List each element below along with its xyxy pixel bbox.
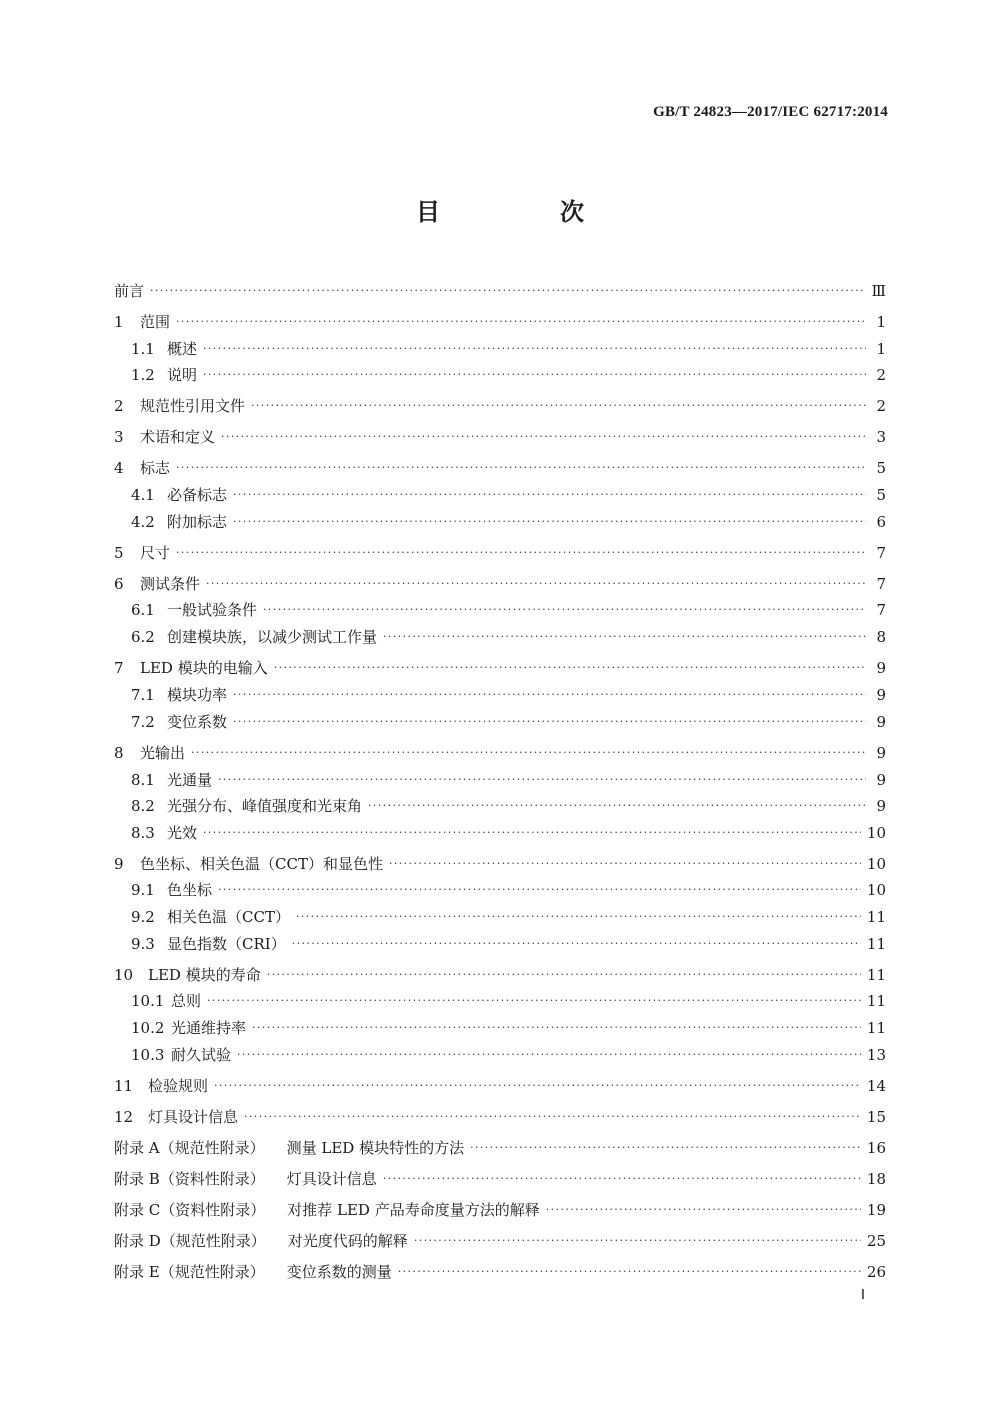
dot-leader <box>296 907 861 927</box>
toc-entry[interactable] <box>131 623 886 647</box>
dot-leader <box>207 991 861 1011</box>
toc-entry-page: 1 <box>876 313 886 331</box>
toc-entry[interactable] <box>114 539 886 563</box>
toc-entry-label: 显色指数（CRI） <box>167 935 286 953</box>
toc-entry-number: 10.3 <box>131 1046 165 1064</box>
toc-entry-page: 11 <box>866 1019 886 1037</box>
toc-entry[interactable] <box>131 508 886 532</box>
toc-entry-label: 对光度代码的解释 <box>287 1232 408 1250</box>
toc-entry-number: 9.1 <box>131 881 155 899</box>
toc-entry-number: 4 <box>114 459 124 477</box>
toc-entry[interactable] <box>114 1196 886 1220</box>
toc-entry[interactable] <box>131 596 886 620</box>
page-title: 目 次 <box>416 198 632 226</box>
toc-entry-page: 25 <box>866 1232 886 1250</box>
toc-entry-label: 附加标志 <box>167 513 228 531</box>
toc-entry-label: 相关色温（CCT） <box>167 908 290 926</box>
dot-leader <box>368 796 866 816</box>
toc-entry-page: 11 <box>866 935 886 953</box>
toc-entry-number: 附录 B（资料性附录） <box>114 1170 265 1188</box>
toc-entry-number: 1.1 <box>131 340 155 358</box>
toc-entry-page: 6 <box>876 513 886 531</box>
dot-leader <box>206 574 866 594</box>
toc-entry-number: 8.3 <box>131 824 155 842</box>
toc-entry-label: 测试条件 <box>140 575 201 593</box>
toc-entry-number: 8.2 <box>131 797 155 815</box>
dot-leader <box>203 339 866 359</box>
toc-entry-number: 1.2 <box>131 366 155 384</box>
toc-entry[interactable] <box>114 308 886 332</box>
dot-leader <box>150 281 866 301</box>
dot-leader <box>414 1231 861 1251</box>
toc-entry[interactable] <box>114 392 886 416</box>
toc-entry-label: 耐久试验 <box>171 1046 232 1064</box>
toc-entry-label: 光通维持率 <box>171 1019 247 1037</box>
dot-leader <box>274 658 866 678</box>
toc-entry-label: 检验规则 <box>148 1077 209 1095</box>
toc-entry[interactable] <box>131 819 886 843</box>
standard-code: GB/T 24823—2017/IEC 62717:2014 <box>653 104 888 120</box>
toc-entry-page: 9 <box>876 713 886 731</box>
dot-leader <box>244 1107 861 1127</box>
toc-entry-page: 7 <box>876 575 886 593</box>
toc-entry-number: 7 <box>114 659 124 677</box>
toc-entry-page: 19 <box>866 1201 886 1219</box>
dot-leader <box>218 770 866 790</box>
toc-entry[interactable] <box>114 654 886 678</box>
toc-entry-number: 9 <box>114 855 124 873</box>
dot-leader <box>398 1262 861 1282</box>
toc-entry-number: 10.2 <box>131 1019 165 1037</box>
toc-entry-page: 7 <box>876 544 886 562</box>
toc-entry[interactable] <box>114 1134 886 1158</box>
toc-entry[interactable] <box>114 454 886 478</box>
toc-entry-number: 8.1 <box>131 771 155 789</box>
toc-entry-label: 一般试验条件 <box>167 601 258 619</box>
toc-entry-number: 12 <box>114 1108 134 1126</box>
dot-leader <box>263 600 866 620</box>
toc-entry-number: 4.2 <box>131 513 155 531</box>
toc-entry-page: 9 <box>876 797 886 815</box>
toc-entry-page: 26 <box>866 1263 886 1281</box>
toc-entry[interactable] <box>114 961 886 985</box>
toc-entry-number: 8 <box>114 744 124 762</box>
toc-entry-number: 10.1 <box>131 992 165 1010</box>
toc-entry-label: 说明 <box>167 366 198 384</box>
dot-leader <box>218 880 861 900</box>
toc-entry-label: 色坐标 <box>167 881 213 899</box>
dot-leader <box>237 1045 861 1065</box>
dot-leader <box>176 312 866 332</box>
toc-entry-label: 总则 <box>171 992 202 1010</box>
toc-entry-number: 6.1 <box>131 601 155 619</box>
toc-entry-page: 11 <box>866 908 886 926</box>
toc-entry-page: 5 <box>876 486 886 504</box>
dot-leader <box>191 743 866 763</box>
dot-leader <box>252 1018 861 1038</box>
toc-entry-label: 规范性引用文件 <box>140 397 246 415</box>
toc-entry-number: 10 <box>114 966 134 984</box>
toc-entry-label: 测量 LED 模块特性的方法 <box>286 1139 465 1157</box>
toc-entry-label: LED 模块的电输入 <box>140 659 268 677</box>
dot-leader <box>383 1169 861 1189</box>
toc-entry[interactable] <box>114 1103 886 1127</box>
toc-entry-label: 前言 <box>114 282 145 300</box>
toc-entry-number: 附录 A（规范性附录） <box>114 1139 265 1157</box>
toc-entry[interactable] <box>114 277 886 301</box>
toc-entry-page: 1 <box>876 340 886 358</box>
dot-leader <box>233 512 866 532</box>
dot-leader <box>292 934 861 954</box>
toc-entry-page: Ⅲ <box>871 282 886 300</box>
toc-entry-number: 2 <box>114 397 124 415</box>
toc-entry-number: 4.1 <box>131 486 155 504</box>
toc-entry[interactable] <box>114 570 886 594</box>
toc-entry-page: 9 <box>876 659 886 677</box>
dot-leader <box>233 712 866 732</box>
dot-leader <box>233 485 866 505</box>
toc-entry-page: 13 <box>866 1046 886 1064</box>
toc-entry-page: 9 <box>876 771 886 789</box>
toc-entry-number: 11 <box>114 1077 134 1095</box>
toc-entry[interactable] <box>114 1072 886 1096</box>
dot-leader <box>251 396 866 416</box>
toc-entry-label: 光通量 <box>167 771 213 789</box>
dot-leader <box>176 458 866 478</box>
page-number: Ⅰ <box>860 1288 865 1303</box>
toc-entry[interactable] <box>131 681 886 705</box>
toc-entry-label: 变位系数 <box>167 713 228 731</box>
toc-entry-label: 变位系数的测量 <box>286 1263 392 1281</box>
toc-entry[interactable] <box>131 335 886 359</box>
toc-entry-page: 7 <box>876 601 886 619</box>
toc-entry-label: 光输出 <box>140 744 186 762</box>
toc-entry-label: 灯具设计信息 <box>148 1108 239 1126</box>
toc-entry-page: 3 <box>876 428 886 446</box>
dot-leader <box>176 543 866 563</box>
dot-leader <box>214 1076 861 1096</box>
toc-entry-label: 灯具设计信息 <box>286 1170 377 1188</box>
toc-entry[interactable] <box>131 1041 886 1065</box>
toc-entry-label: 光强分布、峰值强度和光束角 <box>167 797 363 815</box>
toc-entry-number: 5 <box>114 544 124 562</box>
toc-entry-label: 色坐标、相关色温（CCT）和显色性 <box>140 855 383 873</box>
toc-entry[interactable] <box>114 1227 886 1251</box>
toc-entry-number: 6 <box>114 575 124 593</box>
toc-entry[interactable] <box>131 1014 886 1038</box>
toc-entry-page: 5 <box>876 459 886 477</box>
toc-entry[interactable] <box>131 987 886 1011</box>
toc-entry-page: 9 <box>876 744 886 762</box>
toc-entry-number: 7.2 <box>131 713 155 731</box>
dot-leader <box>383 627 866 647</box>
toc-entry-label: 创建模块族，以减少测试工作量 <box>167 628 378 646</box>
toc-entry-label: LED 模块的寿命 <box>148 966 261 984</box>
dot-leader <box>203 365 866 385</box>
toc-entry-number: 附录 E（规范性附录） <box>114 1263 265 1281</box>
dot-leader <box>203 823 861 843</box>
dot-leader <box>470 1138 861 1158</box>
toc-entry-number: 1 <box>114 313 124 331</box>
toc-entry-number: 9.3 <box>131 935 155 953</box>
toc-entry-page: 2 <box>876 397 886 415</box>
toc-entry-page: 11 <box>866 992 886 1010</box>
toc-entry-page: 16 <box>866 1139 886 1157</box>
toc-entry[interactable] <box>131 903 886 927</box>
dot-leader <box>389 854 861 874</box>
toc-entry-label: 术语和定义 <box>140 428 216 446</box>
toc-entry-label: 概述 <box>167 340 198 358</box>
toc-entry-number: 7.1 <box>131 686 155 704</box>
toc-entry[interactable] <box>114 1258 886 1282</box>
dot-leader <box>233 685 866 705</box>
toc-entry[interactable] <box>114 1165 886 1189</box>
toc-entry-label: 光效 <box>167 824 198 842</box>
toc-entry-page: 10 <box>866 855 886 873</box>
toc-entry[interactable] <box>131 481 886 505</box>
toc-entry-page: 2 <box>876 366 886 384</box>
dot-leader <box>267 965 861 985</box>
toc-entry-page: 8 <box>876 628 886 646</box>
toc-entry-page: 9 <box>876 686 886 704</box>
toc-entry-number: 3 <box>114 428 124 446</box>
toc-entry-page: 10 <box>866 881 886 899</box>
toc-entry-page: 11 <box>866 966 886 984</box>
toc-entry[interactable] <box>114 423 886 447</box>
toc-entry-number: 附录 C（资料性附录） <box>114 1201 266 1219</box>
toc-entry[interactable] <box>131 876 886 900</box>
toc-entry-page: 10 <box>866 824 886 842</box>
toc-entry-label: 范围 <box>140 313 171 331</box>
toc-entry-page: 15 <box>866 1108 886 1126</box>
toc-entry-label: 模块功率 <box>167 686 228 704</box>
toc-entry[interactable] <box>131 930 886 954</box>
toc-entry-label: 标志 <box>140 459 171 477</box>
toc-entry-number: 9.2 <box>131 908 155 926</box>
toc-entry-number: 附录 D（规范性附录） <box>114 1232 266 1250</box>
toc-entry[interactable] <box>131 708 886 732</box>
toc-entry[interactable] <box>114 850 886 874</box>
toc-entry[interactable] <box>131 792 886 816</box>
toc-entry-label: 尺寸 <box>140 544 171 562</box>
toc-entry-label: 必备标志 <box>167 486 228 504</box>
toc-entry-page: 18 <box>866 1170 886 1188</box>
dot-leader <box>546 1200 861 1220</box>
toc-entry-page: 14 <box>866 1077 886 1095</box>
toc-entry[interactable] <box>131 766 886 790</box>
toc-entry-label: 对推荐 LED 产品寿命度量方法的解释 <box>287 1201 540 1219</box>
dot-leader <box>221 427 866 447</box>
toc-entry[interactable] <box>114 739 886 763</box>
toc-entry[interactable] <box>131 361 886 385</box>
toc-entry-number: 6.2 <box>131 628 155 646</box>
